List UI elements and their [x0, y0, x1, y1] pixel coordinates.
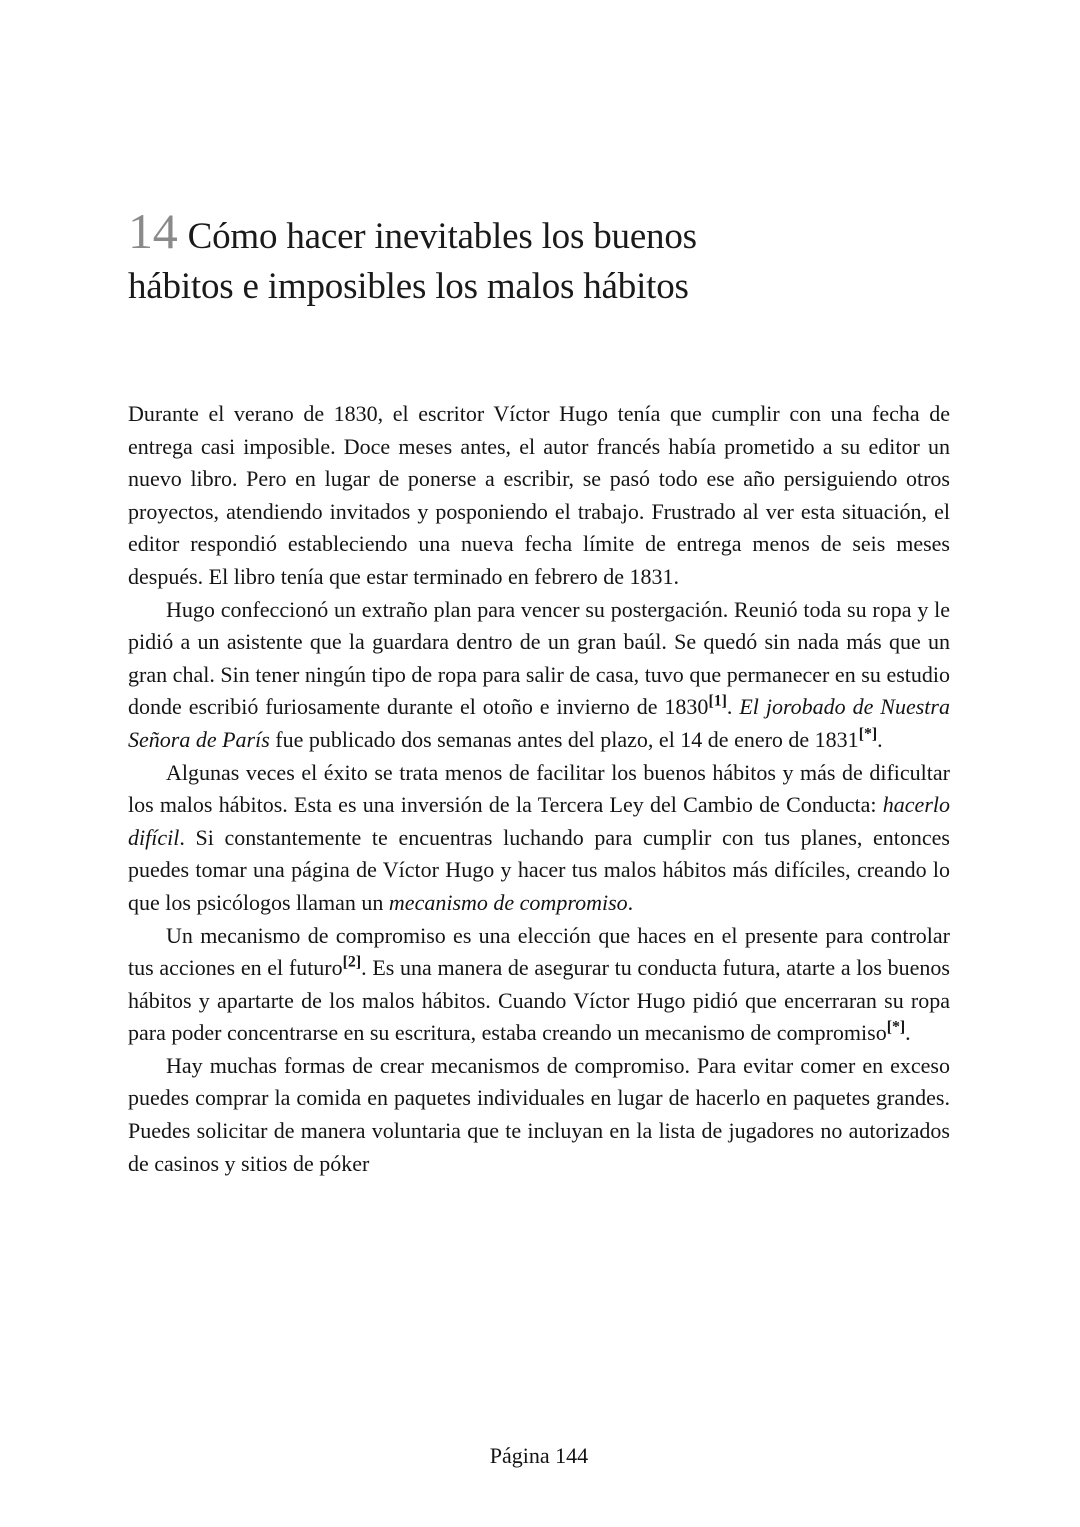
italic-text: mecanismo de compromiso [388, 889, 628, 915]
footnote-reference-link[interactable]: [*] [858, 725, 878, 743]
text-run: Un mecanismo de compromiso es una elección que haces en el presente para controlar tus acciones en el futuro [128, 922, 950, 981]
footnote-reference-link[interactable]: [2] [342, 953, 362, 971]
paragraph [128, 920, 950, 1050]
footnote-reference-link[interactable]: [*] [886, 1018, 906, 1036]
italic-text: hacerlo difícil [128, 792, 950, 850]
text-run: . [905, 1020, 911, 1046]
text-run: Durante el verano de 1830, el escritor Víctor Hugo tenía que cumplir con una fecha de entrega casi imposible. Doce meses antes, el autor francés había prometido a su editor un nuevo libro. Pero en lugar de ponerse a escribir, se pasó todo ese año persiguiendo otros proyectos, atendiendo invitados y posponiendo el trabajo. Frustrado al ver esta situación, el editor respondió estableciendo una nueva fecha límite de entrega menos de seis meses después. El libro tenía que estar terminado en febrero de 1831. [128, 401, 950, 589]
chapter-heading [128, 203, 768, 312]
text-run: . [726, 694, 740, 720]
page-number-footer: Página 144 [489, 1443, 589, 1468]
paragraph [128, 757, 950, 920]
paragraph [128, 1050, 950, 1180]
body-text [128, 398, 950, 1180]
chapter-title: Cómo hacer inevitables los buenos hábitos e imposibles los malos hábitos [128, 216, 697, 307]
text-run: . [627, 889, 634, 915]
paragraph [128, 398, 950, 594]
italic-text: El jorobado de Nuestra Señora de París [128, 694, 950, 752]
paragraph [128, 594, 950, 757]
text-run: Hugo confeccionó un extraño plan para vencer su postergación. Reunió toda su ropa y le pidió a un asistente que la guardara dentro de un gran baúl. Se quedó sin nada más que un gran chal. Sin tener ningún tipo de ropa para salir de casa, tuvo que permanecer en su estudio donde escribió furiosamente durante el otoño e invierno de 1830 [128, 596, 950, 720]
footnote-reference-link[interactable]: [1] [708, 693, 727, 711]
text-run: Algunas veces el éxito se trata menos de facilitar los buenos hábitos y más de dificultar los malos hábitos. Esta es una inversión de la Tercera Ley del Cambio de Conducta: [128, 759, 950, 818]
text-run: . [877, 726, 883, 752]
text-run: . Es una manera de asegurar tu conducta futura, atarte a los buenos hábitos y apartarte de los malos hábitos. Cuando Víctor Hugo pidió que encerraran su ropa para poder concentrarse en su escritura, estaba creando un mecanismo de compromiso [128, 955, 950, 1046]
chapter-number: 14 [128, 203, 178, 259]
text-run: . Si constantemente te encuentras luchando para cumplir con tus planes, entonces puedes tomar una página de Víctor Hugo y hacer tus malos hábitos más difíciles, creando lo que los psicólogos llaman un [128, 824, 950, 915]
text-run: Hay muchas formas de crear mecanismos de compromiso. Para evitar comer en exceso puedes comprar la comida en paquetes individuales en lugar de hacerlo en paquetes grandes. Puedes solicitar de manera voluntaria que te incluyan en la lista de jugadores no autorizados de casinos y sitios de póker [128, 1052, 950, 1176]
text-run: fue publicado dos semanas antes del plazo, el 14 de enero de 1831 [269, 726, 859, 752]
